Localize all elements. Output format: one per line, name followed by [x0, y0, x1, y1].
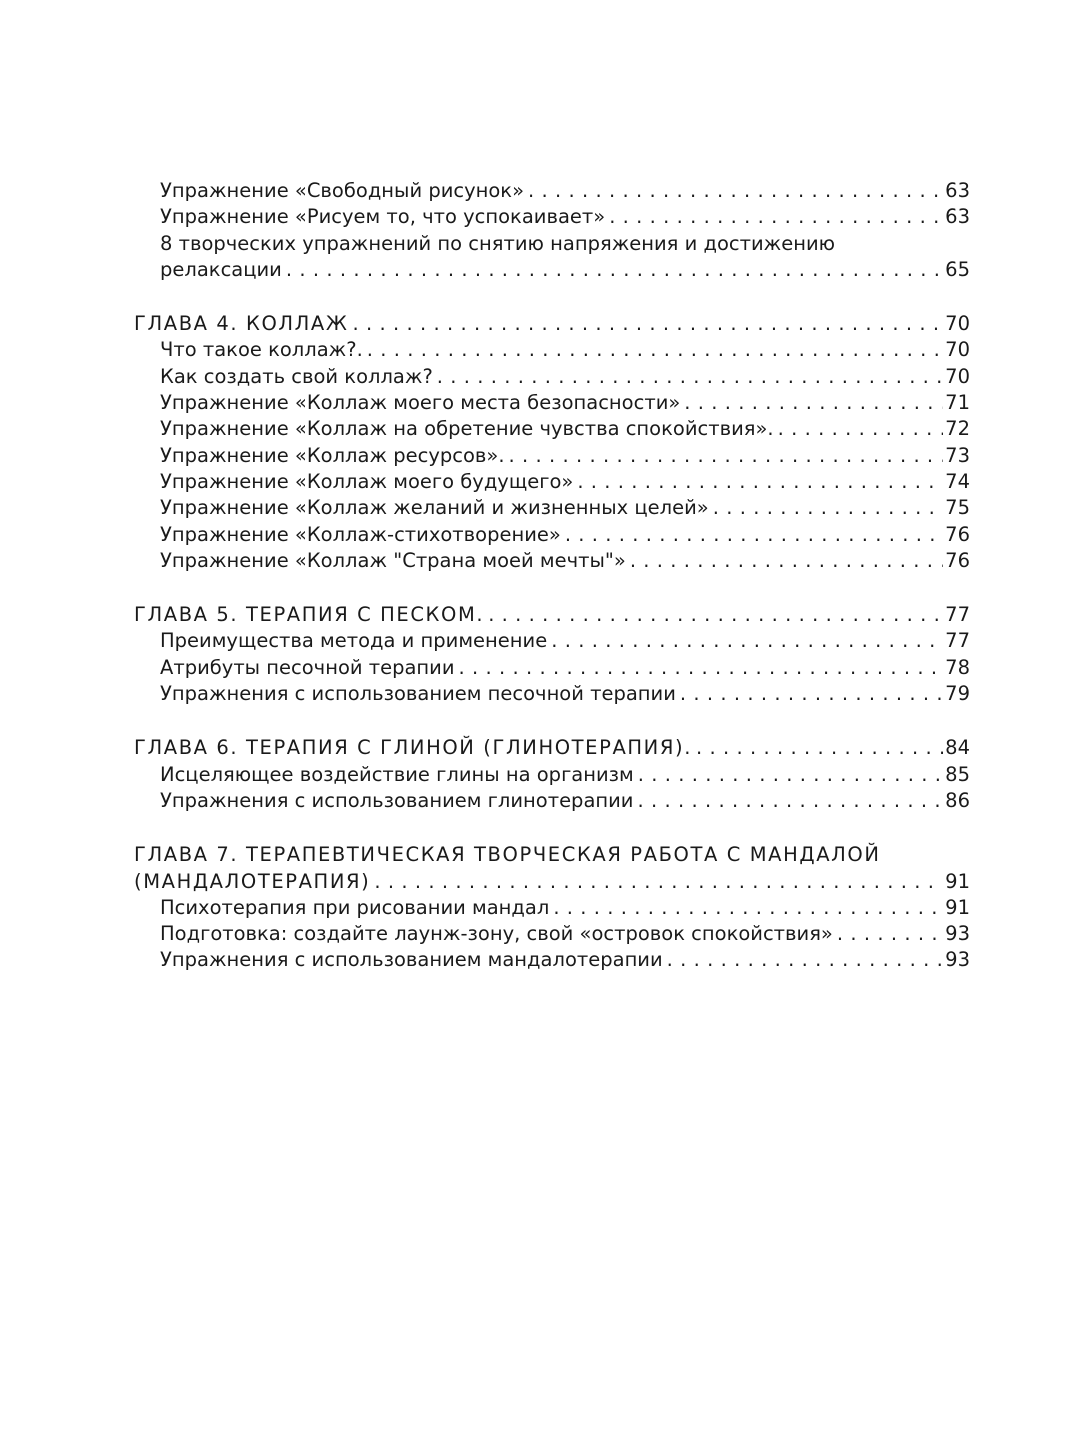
toc-leader-dots [528, 178, 943, 204]
toc-entry-page: 93 [943, 947, 970, 973]
toc-leader-dots [553, 895, 943, 921]
toc-entry-page: 70 [943, 364, 970, 390]
toc-entry-title: Что такое коллаж?. [160, 337, 367, 363]
toc-entry-title: Упражнение «Коллаж моего будущего» [160, 469, 577, 495]
toc-chapter-6 [134, 735, 970, 814]
toc-chapter-7 [134, 842, 970, 973]
toc-entry[interactable] [134, 628, 970, 654]
toc-chapter-heading[interactable] [134, 311, 970, 337]
toc-leader-dots [778, 416, 944, 442]
toc-leader-dots [286, 257, 943, 283]
toc-entry[interactable] [134, 469, 970, 495]
toc-entry[interactable] [134, 204, 970, 230]
toc-leader-dots [713, 495, 943, 521]
toc-chapter-page: 91 [943, 869, 970, 895]
toc-chapter-5 [134, 602, 970, 707]
toc-entry[interactable] [134, 364, 970, 390]
toc-chapter-title-line1: ГЛАВА 7. ТЕРАПЕВТИЧЕСКАЯ ТВОРЧЕСКАЯ РАБОТА С МАНДАЛОЙ [134, 843, 881, 867]
toc-entry[interactable] [134, 495, 970, 521]
toc-entry-title: релаксации [160, 257, 286, 283]
toc-entry[interactable] [134, 655, 970, 681]
toc-entry-page: 70 [943, 337, 970, 363]
toc-entry-page: 79 [943, 681, 970, 707]
toc-entry-page: 85 [943, 762, 970, 788]
toc-leader-dots [696, 735, 943, 761]
toc-entry-title: Психотерапия при рисовании мандал [160, 895, 553, 921]
toc-entry-title: Исцеляющее воздействие глины на организм [160, 762, 638, 788]
toc-leader-dots [565, 522, 943, 548]
toc-entry-page: 63 [943, 178, 970, 204]
toc-chapter-4 [134, 311, 970, 574]
toc-chapter-title: ГЛАВА 6. ТЕРАПИЯ С ГЛИНОЙ (ГЛИНОТЕРАПИЯ). [134, 735, 696, 761]
toc-leader-dots [367, 337, 943, 363]
toc-entry[interactable] [134, 681, 970, 707]
table-of-contents [134, 178, 970, 1002]
toc-entry-page: 75 [943, 495, 970, 521]
toc-entry-title: Упражнение «Свободный рисунок» [160, 178, 528, 204]
toc-entry-title: Упражнение «Коллаж ресурсов». [160, 443, 509, 469]
toc-chapter-heading[interactable] [134, 602, 970, 628]
toc-entry-page: 65 [943, 257, 970, 283]
toc-entry-title: Упражнение «Коллаж-стихотворение» [160, 522, 565, 548]
toc-leader-dots [837, 921, 943, 947]
toc-leader-dots [680, 681, 943, 707]
toc-section-continued [134, 178, 970, 283]
toc-entry-page: 86 [943, 788, 970, 814]
toc-entry-page: 77 [943, 628, 970, 654]
toc-entry-page: 93 [943, 921, 970, 947]
toc-entry[interactable] [134, 416, 970, 442]
toc-entry[interactable] [134, 947, 970, 973]
toc-entry-page: 74 [943, 469, 970, 495]
toc-leader-dots [459, 655, 944, 681]
toc-leader-dots [684, 390, 943, 416]
toc-entry-title: Как создать свой коллаж? [160, 364, 437, 390]
toc-entry-page: 73 [943, 443, 970, 469]
toc-entry[interactable] [134, 788, 970, 814]
toc-entry[interactable] [134, 443, 970, 469]
toc-chapter-page: 70 [943, 311, 970, 337]
toc-chapter-heading[interactable] [134, 735, 970, 761]
toc-leader-dots [577, 469, 943, 495]
toc-leader-dots [667, 947, 944, 973]
toc-entry-title: Упражнение «Коллаж "Страна моей мечты"» [160, 548, 630, 574]
toc-entry-title: Упражнение «Рисуем то, что успокаивает» [160, 204, 609, 230]
toc-leader-dots [352, 311, 943, 337]
toc-entry-title: Атрибуты песочной терапии [160, 655, 459, 681]
toc-chapter-title: ГЛАВА 4. КОЛЛАЖ [134, 311, 352, 337]
toc-entry-page: 91 [943, 895, 970, 921]
toc-leader-dots [609, 204, 943, 230]
toc-entry-title: Подготовка: создайте лаунж-зону, свой «островок спокойствия» [160, 921, 837, 947]
toc-entry-title: Упражнения с использованием мандалотерапии [160, 947, 667, 973]
toc-entry-title: Упражнения с использованием песочной терапии [160, 681, 680, 707]
toc-chapter-heading[interactable] [134, 842, 970, 895]
toc-leader-dots [637, 788, 943, 814]
toc-entry-page: 72 [943, 416, 970, 442]
toc-chapter-title: (МАНДАЛОТЕРАПИЯ) [134, 869, 374, 895]
toc-entry[interactable] [134, 231, 970, 284]
toc-entry[interactable] [134, 390, 970, 416]
toc-entry-page: 63 [943, 204, 970, 230]
toc-leader-dots [437, 364, 943, 390]
toc-entry[interactable] [134, 762, 970, 788]
toc-chapter-page: 77 [943, 602, 970, 628]
toc-entry[interactable] [134, 337, 970, 363]
toc-entry-page: 76 [943, 548, 970, 574]
toc-entry-title: Упражнение «Коллаж желаний и жизненных целей» [160, 495, 713, 521]
toc-entry-page: 78 [943, 655, 970, 681]
toc-leader-dots [551, 628, 943, 654]
toc-chapter-page: 84 [943, 735, 970, 761]
toc-leader-dots [488, 602, 943, 628]
toc-leader-dots [509, 443, 944, 469]
toc-entry[interactable] [134, 522, 970, 548]
toc-chapter-title: ГЛАВА 5. ТЕРАПИЯ С ПЕСКОМ. [134, 602, 488, 628]
toc-entry-title: Упражнение «Коллаж на обретение чувства спокойствия». [160, 416, 778, 442]
toc-entry[interactable] [134, 548, 970, 574]
toc-entry[interactable] [134, 895, 970, 921]
toc-entry[interactable] [134, 921, 970, 947]
toc-entry-title: Упражнения с использованием глинотерапии [160, 788, 637, 814]
toc-entry-title: Упражнение «Коллаж моего места безопасности» [160, 390, 684, 416]
toc-entry[interactable] [134, 178, 970, 204]
toc-entry-page: 76 [943, 522, 970, 548]
toc-leader-dots [374, 869, 943, 895]
toc-entry-title-line1: 8 творческих упражнений по снятию напряжения и достижению [160, 231, 836, 255]
toc-entry-page: 71 [943, 390, 970, 416]
toc-leader-dots [638, 762, 943, 788]
toc-leader-dots [630, 548, 943, 574]
toc-entry-title: Преимущества метода и применение [160, 628, 551, 654]
